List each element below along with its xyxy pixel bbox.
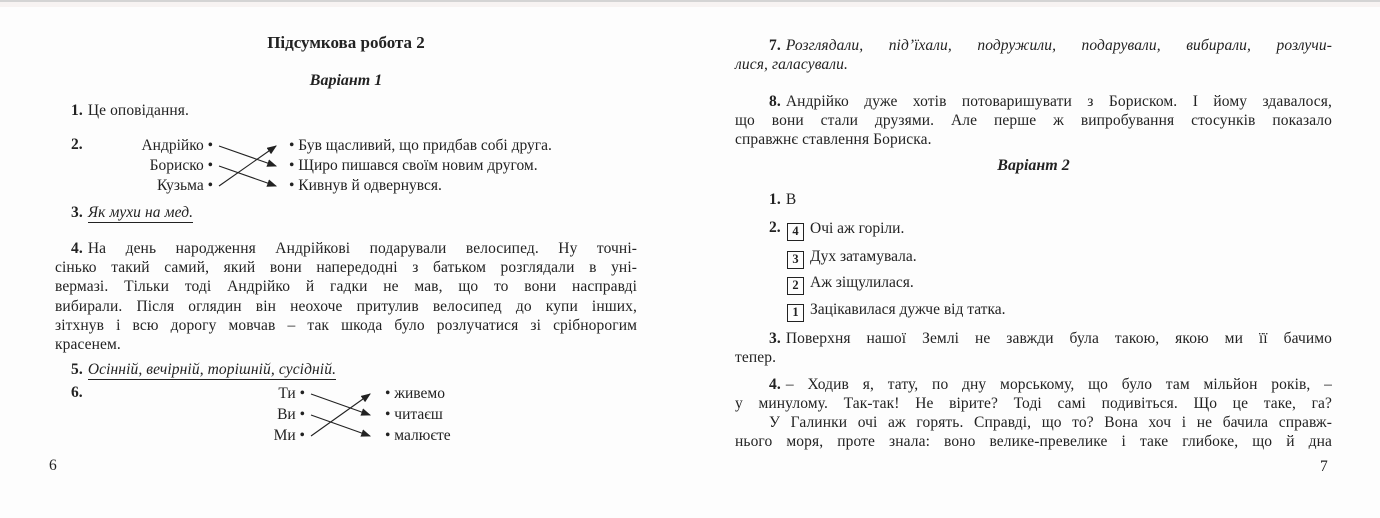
match-left-name: Андрійко • <box>141 137 213 154</box>
answer-item-1 <box>55 101 637 120</box>
match-right-option: • читаєш <box>385 406 443 423</box>
sequence-number-box: 4 <box>787 223 804 241</box>
paragraph-line <box>55 239 637 258</box>
paragraph-text: – Ходив я, тату, по дну морському, що було там мільйон років, – <box>785 376 1332 393</box>
paragraph-text: Поверхня нашої Землі не завжди була такою, якою ми її бачимо <box>785 330 1332 347</box>
match-arrows <box>217 136 287 198</box>
paragraph-line <box>735 375 1332 394</box>
item-number: 3. <box>769 330 781 347</box>
variant-1-heading: Варіант 1 <box>309 72 383 89</box>
item-number: 6. <box>71 384 83 401</box>
item-number: 4. <box>769 376 781 393</box>
match-right-option: • живемо <box>385 385 445 402</box>
sequence-row <box>787 273 914 295</box>
answer-text-underlined: Осінній, вечірній, торішній, сусідній. <box>87 361 337 378</box>
paragraph-text: На день народження Андрійкові подарували велосипед. Ну точні- <box>87 240 637 257</box>
sequence-number-box: 1 <box>787 304 804 322</box>
paragraph-text: Андрійко дуже хотів потоваришувати з Бориском. І йому здавалося, <box>785 93 1332 110</box>
item-number: 2. <box>71 136 83 153</box>
match-left-name: Ви • <box>277 406 305 423</box>
item-number: 7. <box>769 37 781 54</box>
sequence-text: Очі аж горіли. <box>810 220 905 237</box>
answer-item-1 <box>735 190 1332 209</box>
paragraph-line: справжнє ставлення Бориска. <box>735 131 932 148</box>
page-title: Підсумкова робота 2 <box>267 33 425 52</box>
paragraph-line: тепер. <box>735 349 777 366</box>
item-number: 4. <box>71 240 83 257</box>
sequence-number-box: 2 <box>787 277 804 295</box>
page-number-left: 6 <box>49 457 57 474</box>
matching-exercise-6 <box>55 384 637 449</box>
item-number: 5. <box>71 361 83 378</box>
paragraph-line: у минулому. Так-так! Не вірите? Тоді самі подивіться. Що це таке, га? <box>735 395 1332 412</box>
paragraph-line <box>735 329 1332 348</box>
paragraph-line: що вони стали друзями. Але перше ж випробування стосунків показало <box>735 112 1332 129</box>
sequence-number-box: 3 <box>787 251 804 269</box>
answer-item-3 <box>55 203 637 222</box>
answer-text-underlined: Як мухи на мед. <box>87 204 194 221</box>
paragraph-line: нього моря, проте знала: воно велике-превелике і таке глибоке, що й дна <box>735 433 1332 450</box>
match-arrows <box>309 384 381 449</box>
match-left-name: Ти • <box>278 385 305 402</box>
paragraph-line: красенем. <box>55 336 121 353</box>
match-right-option: • Кивнув й одвернувся. <box>289 177 442 194</box>
answer-item-5 <box>55 360 637 379</box>
item-number: 8. <box>769 93 781 110</box>
match-left-name: Бориско • <box>149 157 213 174</box>
match-left-name: Кузьма • <box>157 177 213 194</box>
item-number: 3. <box>71 204 83 221</box>
paragraph-line: вибирали. Після оглядин він неохоче притулив велосипед до купи інших, <box>55 298 637 315</box>
match-right-option: • Був щасливий, що придбав собі друга. <box>289 137 552 154</box>
answer-text: Це оповідання. <box>87 102 189 119</box>
match-right-option: • малюєте <box>385 427 451 444</box>
answer-text: В <box>785 191 797 208</box>
answer-text-italic: Розглядали, під’їхали, подружили, подарували, вибирали, розлучи- <box>785 37 1332 54</box>
sequence-text: Аж зіщулилася. <box>810 274 914 291</box>
match-left-name: Ми • <box>273 427 305 444</box>
matching-exercise-2 <box>55 136 637 198</box>
match-right-option: • Щиро пишався своїм новим другом. <box>289 157 538 174</box>
paragraph-line: лися, галасували. <box>735 56 848 73</box>
sequence-row <box>787 219 904 241</box>
right-page <box>735 0 1332 518</box>
sequence-text: Зацікавилася дужче від татка. <box>810 301 1006 318</box>
sequence-row <box>787 247 917 269</box>
item-number: 1. <box>769 191 781 208</box>
paragraph-line: вермазі. Тільки тоді Андрійко й гадки не мав, що то вони насправді <box>55 278 637 295</box>
paragraph-line <box>735 36 1332 55</box>
paragraph-line: У Галинки очі аж горять. Справді, що то? Вона хоч і не бачила справж- <box>769 414 1332 431</box>
left-page <box>49 0 637 518</box>
item-number: 2. <box>769 219 781 236</box>
paragraph-line <box>735 92 1332 111</box>
sequence-row <box>787 300 1006 322</box>
item-number: 1. <box>71 102 83 119</box>
paragraph-line: сінько такий самий, який вони напередодні з батьком розглядали в уні- <box>55 259 637 276</box>
page-number-right: 7 <box>1320 458 1328 475</box>
variant-2-heading: Варіант 2 <box>997 157 1070 174</box>
paragraph-line: зітхнув і всю дорогу мовчав – так шкода було розлучатися зі срібнорогим <box>55 317 637 334</box>
sequence-text: Дух затамувала. <box>810 248 917 265</box>
